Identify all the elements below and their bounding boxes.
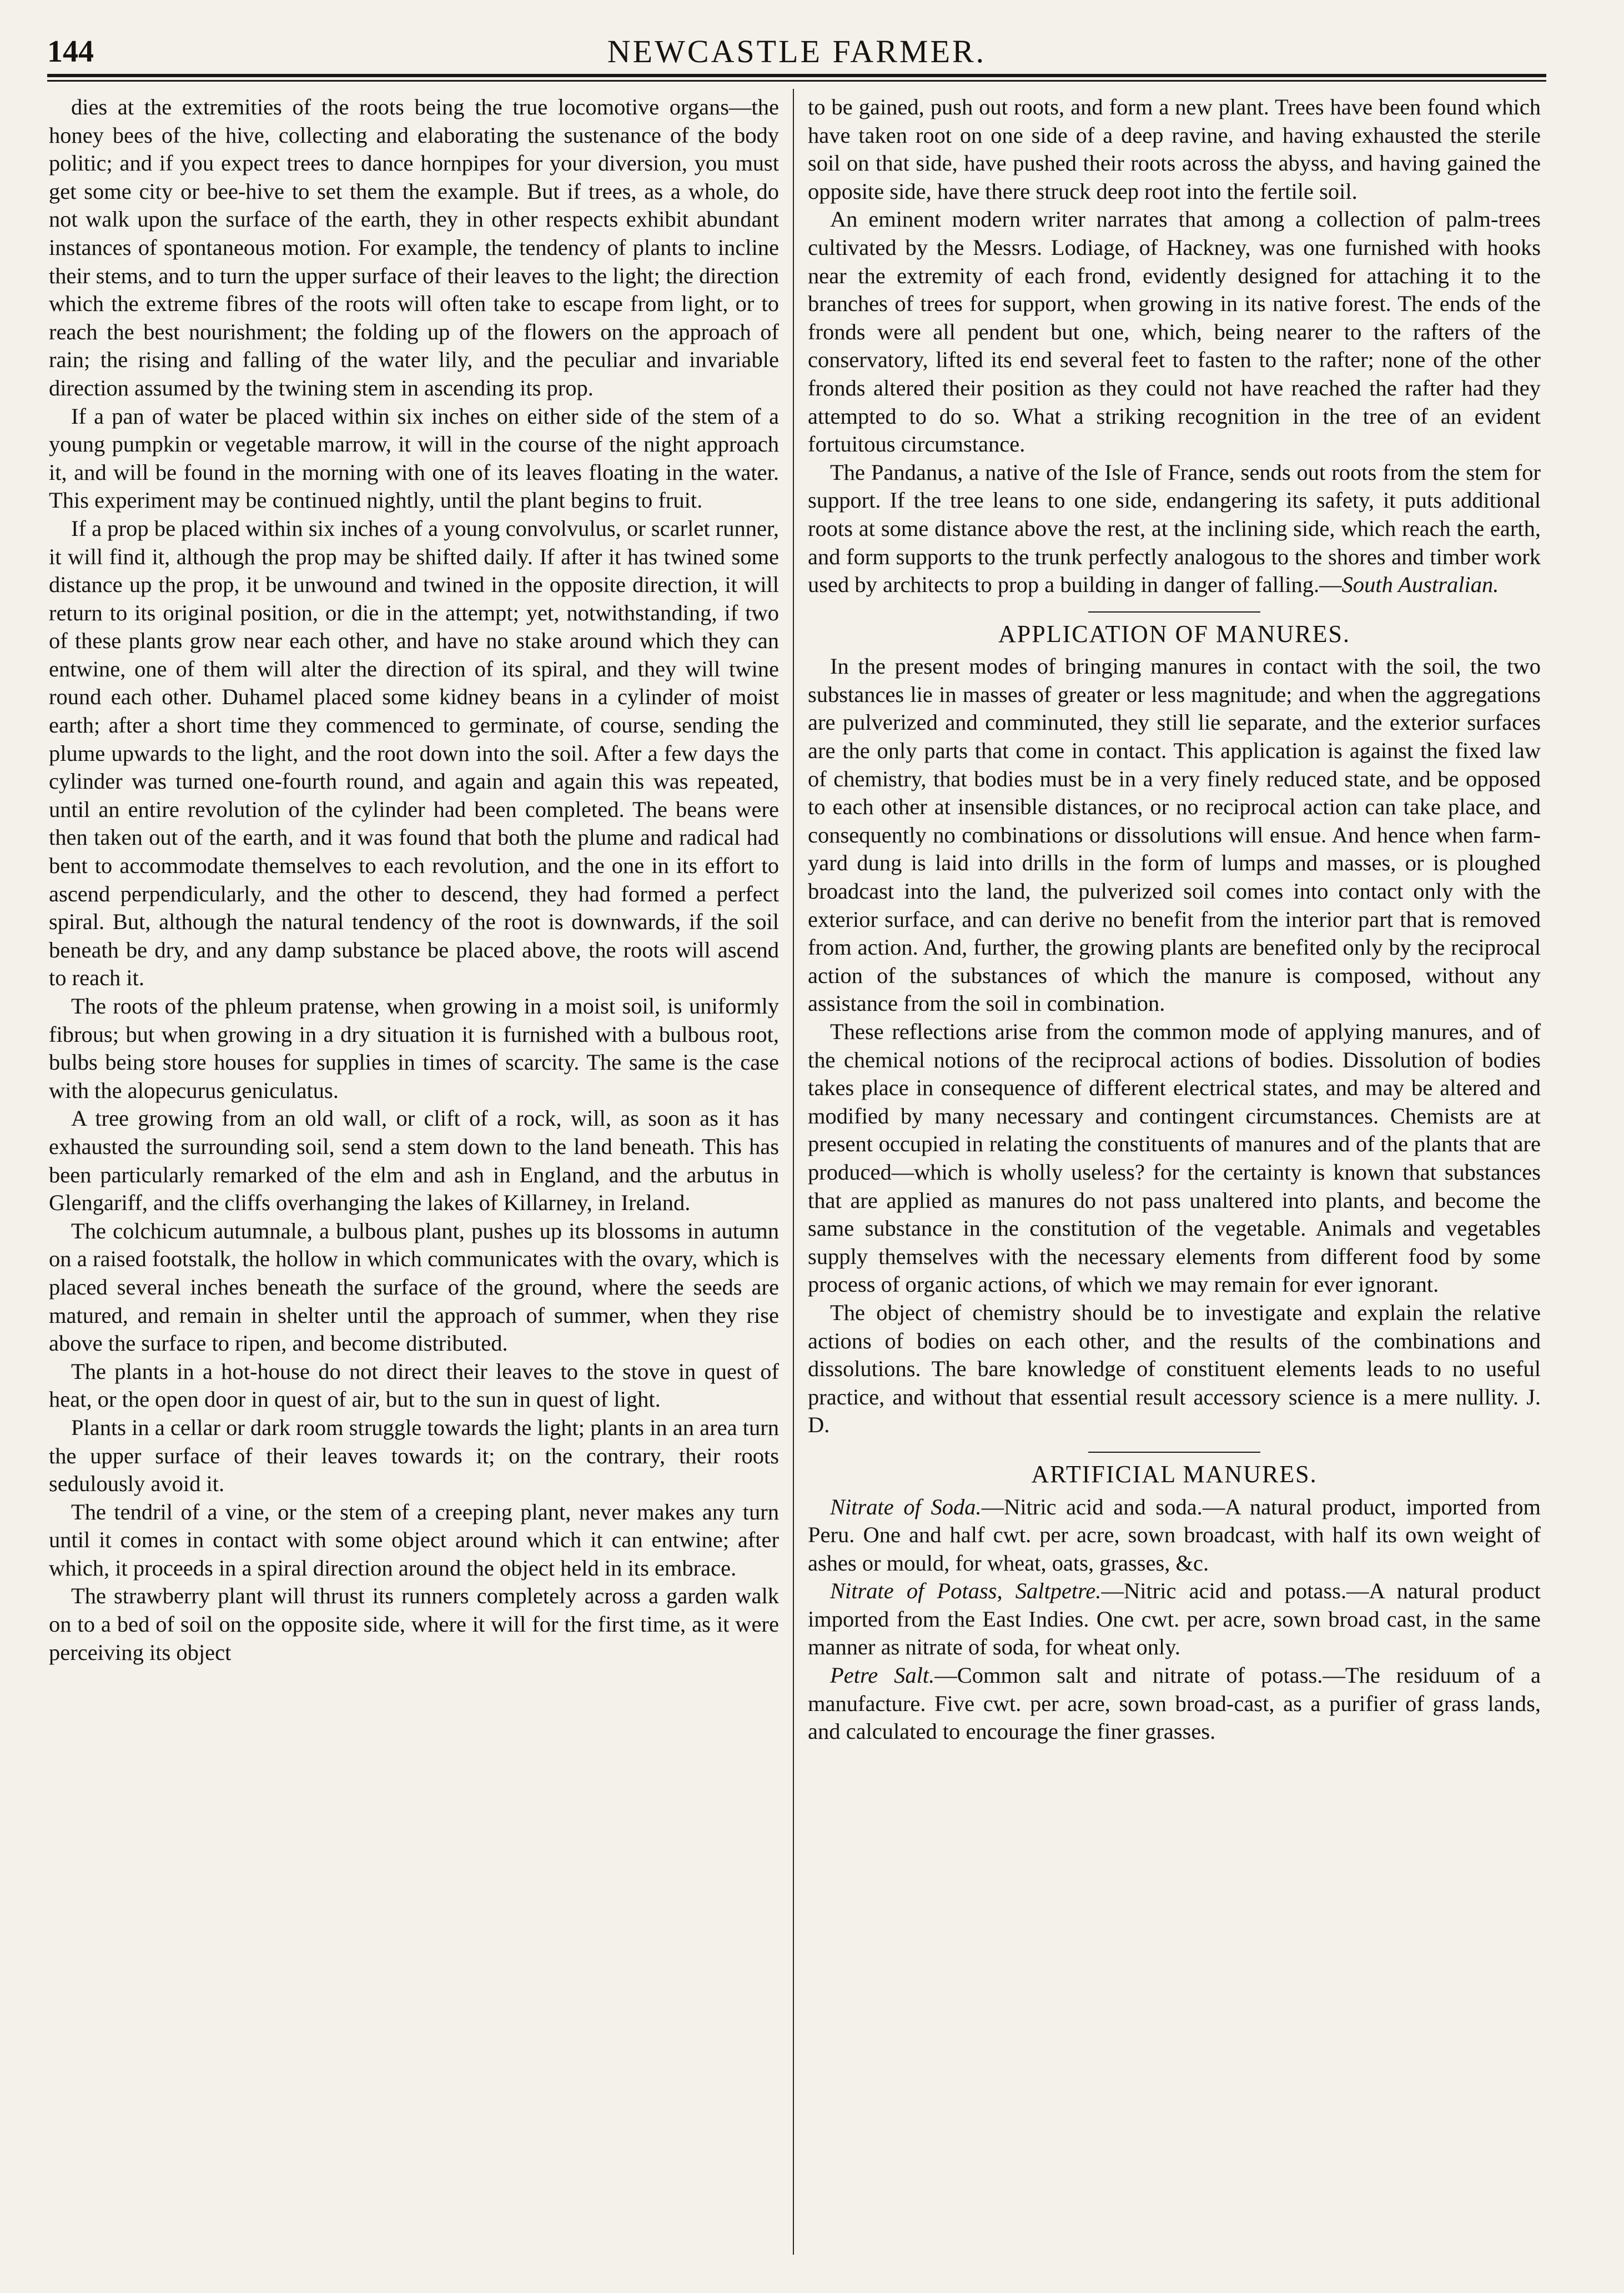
paragraph: The object of chemistry should be to investigate and explain the relative actions of bodies on each other, and the results of the combinations and dissolutions. The bare knowledge of constituent elements leads to no useful practice, and without that essential result accessory science is a mere nullity. J. D. xyxy=(808,1299,1541,1438)
manure-term: Petre Salt. xyxy=(830,1663,935,1688)
manure-description: —Nitric acid and potass.—A natural product imported from the East Indies. One cwt. per acre, sown broad cast, in the same manner as nitrate of soda, for wheat only. xyxy=(808,1578,1541,1660)
running-head: NEWCASTLE FARMER. xyxy=(607,33,987,69)
manure-description: —Nitric acid and soda.—A natural product, imported from Peru. One and half cwt. per acre, sown broadcast, with half its own weight of ashes or mould, for wheat, oats, grasses, &c. xyxy=(808,1494,1541,1576)
header-rule-thick xyxy=(47,74,1546,77)
paragraph: The plants in a hot-house do not direct their leaves to the stove in quest of heat, or the open door in quest of air, but to the sun in quest of light. xyxy=(49,1358,779,1412)
paragraph: If a pan of water be placed within six inches on either side of the stem of a young pumpkin or vegetable marrow, it will in the course of the night approach it, and will be found in the morning with one of its leaves floating in the water. This experiment may be continued nightly, until the plant begins to fruit. xyxy=(49,403,779,513)
paragraph: If a prop be placed within six inches of a young convolvulus, or scarlet runner, it will find it, although the prop may be shifted daily. If after it has twined some distance up the prop, it be unwound and twined in the opposite direction, it will return to its original position, or die in the attempt; yet, notwithstanding, if two of these plants grow near each other, and have no stake around which they can entwine, one of them will alter the direction of its spiral, and they will twine round each other. Duhamel placed some kidney beans in a cylinder of moist earth; after a short time they commenced to germinate, of course, sending the plume upwards to the light, and the root down into the soil. After a few days the cylinder was turned one-fourth round, and again and again this was repeated, until an entire revolution of the cylinder had been completed. The beans were then taken out of the earth, and it was found that both the plume and radical had bent to accommodate themselves to each revolution, and the one in its effort to ascend perpendicularly, and the other to descend, they had formed a perfect spiral. But, although the natural tendency of the root is downwards, if the soil beneath be dry, and any damp substance be placed above, the roots will ascend to reach it. xyxy=(49,515,779,991)
paragraph: An eminent modern writer narrates that among a collection of palm-trees cultivated by the Messrs. Lodiage, of Hackney, was one furnished with hooks near the extremity of each frond, evidently designed for attaching it to the branches of trees for support, when growing in its native forest. The ends of the fronds were all pendent but one, which, being nearer to the rafters of the conservatory, lifted its end several feet to fasten to the rafter; none of the other fronds altered their position as they could not have reached the rafter had they attempted to do so. What a striking recognition in the tree of an evident fortuitous circumstance. xyxy=(808,207,1541,457)
paragraph: The tendril of a vine, or the stem of a creeping plant, never makes any turn until it comes in contact with some object around which it can entwine; after which, it proceeds in a spiral direction around the object held in its embrace. xyxy=(49,1499,779,1580)
paragraph xyxy=(808,459,1541,599)
manure-entry xyxy=(808,1493,1541,1578)
paragraph: The colchicum autumnale, a bulbous plant, pushes up its blossoms in autumn on a raised footstalk, the hollow in which communicates with the ovary, which is placed several inches beneath the surface of the ground, where the seeds are matured, and remain in shelter until the approach of summer, when they rise above the surface to ripen, and become distributed. xyxy=(49,1218,779,1356)
header-rule-thin xyxy=(47,80,1546,82)
manure-term: Nitrate of Potass, Saltpetre. xyxy=(830,1578,1102,1604)
section-heading-artificial-manures: ARTIFICIAL MANURES. xyxy=(1031,1460,1318,1488)
manure-term: Nitrate of Soda. xyxy=(830,1494,982,1519)
paragraph: A tree growing from an old wall, or clift of a rock, will, as soon as it has exhausted the surrounding soil, send a stem down to the land beneath. This has been particularly remarked of the elm and ash in England, and the arbutus in Glengariff, and the cliffs overhanging the lakes of Killarney, in Ireland. xyxy=(49,1106,779,1216)
paragraph: Plants in a cellar or dark room struggle towards the light; plants in an area turn the upper surface of their leaves towards it; on the contrary, their roots sedulously avoid it. xyxy=(49,1414,779,1497)
paragraph-text: The Pandanus, a native of the Isle of France, sends out roots from the stem for support. If the tree leans to one side, endangering its safety, it puts additional roots at some distance above the rest, at the inclining side, which reach the earth, and form supports to the trunk perfectly analogous to the shores and timber work used by architects to prop a building in danger of falling.— xyxy=(808,459,1541,598)
page-header xyxy=(47,32,1546,71)
paragraph: to be gained, push out roots, and form a new plant. Trees have been found which have taken root on one side of a deep ravine, and having exhausted the sterile soil on that side, have pushed their roots across the abyss, and having gained the opposite side, have there struck deep root into the fertile soil. xyxy=(808,94,1541,204)
section-heading-application-of-manures: APPLICATION OF MANURES. xyxy=(998,620,1350,648)
paragraph: In the present modes of bringing manures in contact with the soil, the two substances lie in masses of greater or less magnitude; and when the aggregations are pulverized and comminuted, they still lie separate, and the exterior surfaces are the only parts that come in contact. This application is against the fixed law of chemistry, that bodies must be in a very finely reduced state, and be opposed to each other at insensible distances, or no reciprocal action can take place, and consequently no combinations or dissolutions will ensue. And hence when farm-yard dung is laid into drills in the form of lumps and masses, or is ploughed broadcast into the land, the pulverized soil comes into contact only with the exterior surface, and can derive no benefit from the interior part that is removed from action. And, further, the growing plants are benefited only by the reciprocal action of the substances of which the manure is composed, without any assistance from the soil in combination. xyxy=(808,654,1541,1016)
section-rule xyxy=(1088,611,1260,613)
paragraph: These reflections arise from the common mode of applying manures, and of the chemical notions of the reciprocal actions of bodies. Dissolution of bodies takes place in consequence of different electrical states, and may be altered and modified by many necessary and contingent circumstances. Chemists are at present occupied in relating the constituents of manures and of the plants that are produced—which is wholly useless? for the certainty is known that substances that are applied as manures do not pass unaltered into plants, and become the same substance in the constitution of the vegetable. Animals and vegetables supply themselves with the necessary elements from different food by some process of organic actions, of which we may remain for ever ignorant. xyxy=(808,1019,1541,1297)
left-column xyxy=(49,93,779,2259)
manure-entry xyxy=(808,1662,1541,1746)
paragraph: The roots of the phleum pratense, when growing in a moist soil, is uniformly fibrous; but when growing in a dry situation it is furnished with a bulbous root, bulbs being store houses for supplies in times of scarcity. The same is the case with the alopecurus geniculatus. xyxy=(49,994,779,1103)
page-number: 144 xyxy=(47,34,94,69)
manure-entry xyxy=(808,1577,1541,1662)
column-divider xyxy=(793,89,794,2255)
source-credit: South Australian. xyxy=(1341,572,1499,598)
right-column xyxy=(808,93,1541,2259)
section-rule xyxy=(1088,1452,1260,1453)
paragraph: dies at the extremities of the roots being the true locomotive organs—the honey bees of the hive, collecting and elaborating the sustenance of the body politic; and if you expect trees to dance hornpipes for your diversion, you must get some city or bee-hive to set them the example. But if trees, as a whole, do not walk upon the surface of the earth, they in other respects exhibit abundant instances of spontaneous motion. For example, the tendency of plants to incline their stems, and to turn the upper surface of their leaves to the light; the direction which the extreme fibres of the roots will often take to escape from light, or to reach the best nourishment; the folding up of the flowers on the approach of rain; the rising and falling of the water lily, and the peculiar and invariable direction assumed by the twining stem in ascending its prop. xyxy=(49,94,779,400)
manure-description: —Common salt and nitrate of potass.—The residuum of a manufacture. Five cwt. per acre, sown broad-cast, as a purifier of grass lands, and calculated to encourage the finer grasses. xyxy=(808,1663,1541,1744)
paragraph: The strawberry plant will thrust its runners completely across a garden walk on to a bed of soil on the opposite side, where it will for the first time, as it were perceiving its object xyxy=(49,1583,779,1665)
